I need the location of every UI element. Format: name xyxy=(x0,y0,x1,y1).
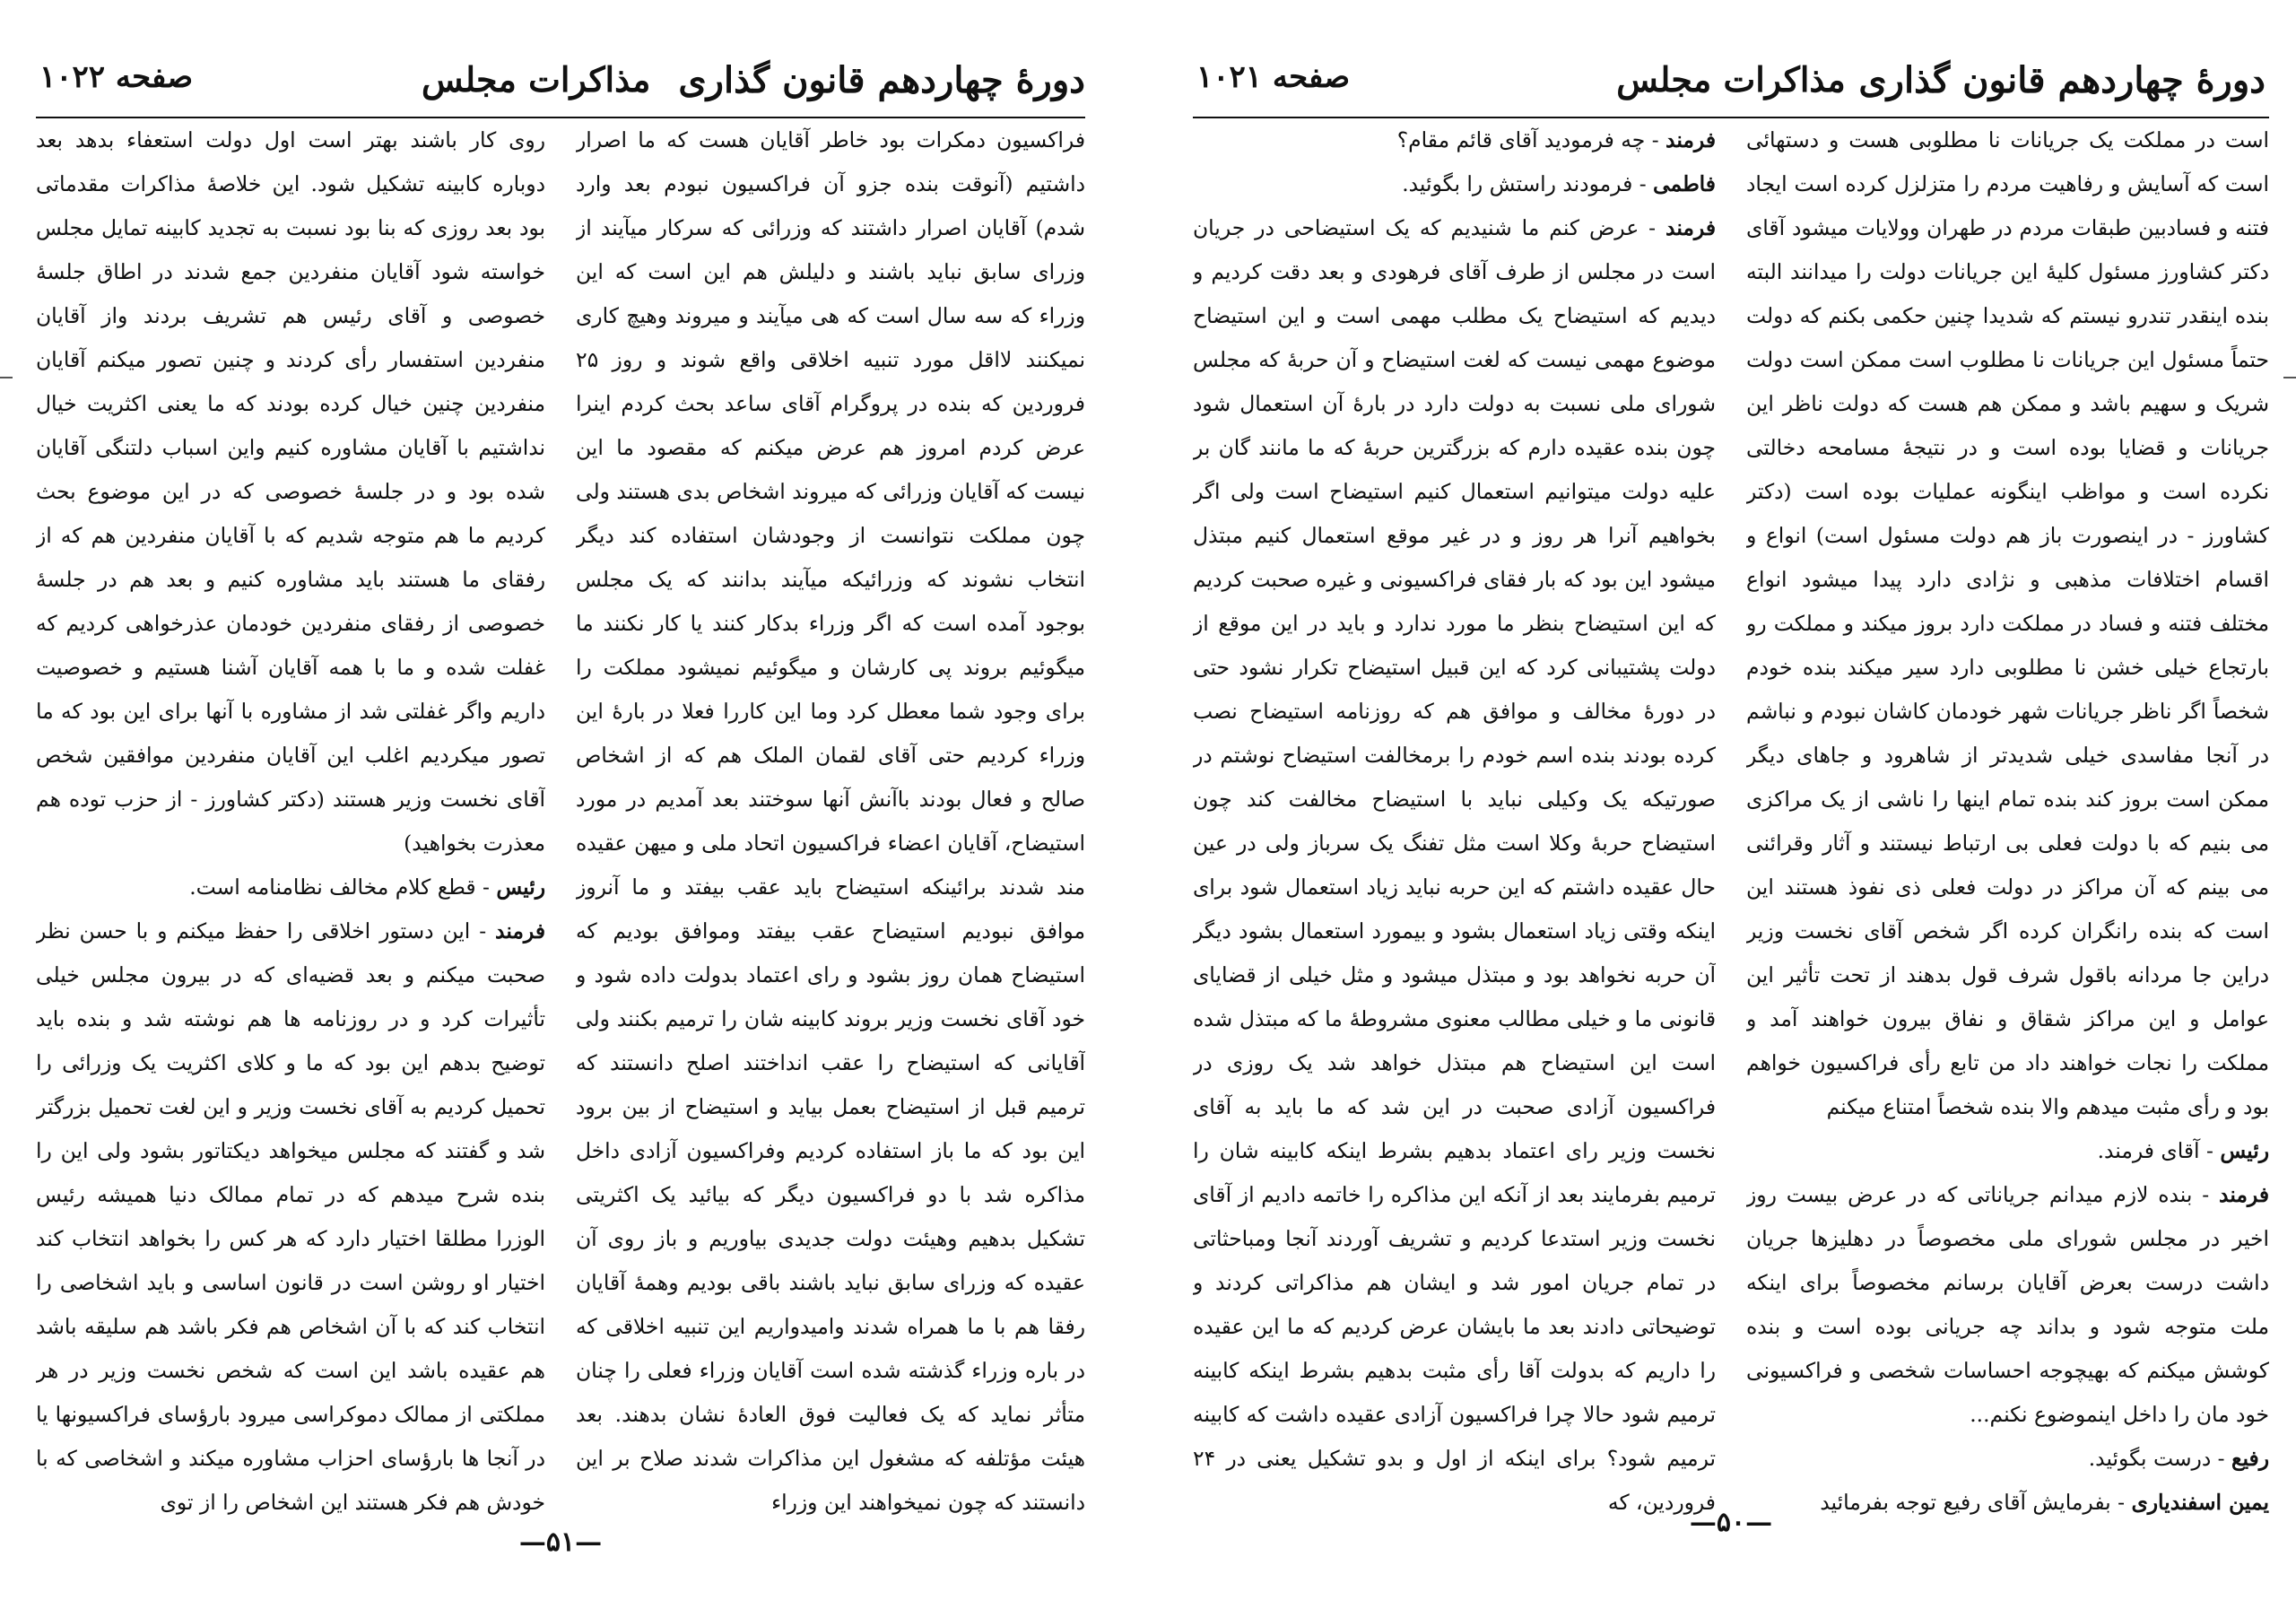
paragraph xyxy=(1746,1129,2269,1173)
paragraph xyxy=(1746,1173,2269,1437)
paragraph xyxy=(36,909,545,1518)
binding-mark xyxy=(2283,377,2296,378)
paragraph xyxy=(36,118,545,865)
binding-mark xyxy=(0,377,13,378)
session-title: دورهٔ چهاردهم قانون گذاری xyxy=(678,59,1085,101)
paragraph xyxy=(1193,118,1716,162)
paragraph-text: - آقای فرمند. xyxy=(2097,1138,2221,1163)
publication-title: مذاکرات مجلس xyxy=(422,59,651,100)
paragraph-text: - چه فرمودید آقای قائم مقام؟ xyxy=(1396,127,1666,152)
speaker-name: فرمند xyxy=(2219,1182,2269,1207)
page-1022 xyxy=(36,0,1085,1609)
paragraph-text: - قطع کلام مخالف نظامنامه است. xyxy=(189,874,497,900)
paragraph-text: است در مملکت یک جریانات نا مطلوبی هست و دستهائی است که آسایش و رفاهیت مردم را متزلزل کرده است ایجاد فتنه و فسادبین طبقات مردم در طهران وولایات میشود آقای دکتر کشاورز مسئول کلیهٔ این جریانات دولت را میدانند البته بنده اینقدر تندرو نیستم که شدیدا چنین حکمی بکنم که دولت حتماً مسئول این جریانات نا مطلوب است ممکن است دولت شریک و سهیم باشد و ممکن هم هست که دولت ناظر این جریانات و قضایا بوده است و در نتیجهٔ مسامحه دخالتی نکرده است و مواظب اینگونه عملیات بوده است (دکتر کشاورز - در اینصورت باز هم دولت مسئول است) انواع و اقسام اختلافات مذهبی و نژادی دارد پیدا میشود انواع مختلف فتنه و فساد در مملکت دارد بروز میکند و مملکت رو بارتجاع خیلی خشن نا مطلوبی دارد سیر میکند بنده خودم شخصاً اگر ناظر جریانات شهر خودمان کاشان نبودم و نباشم در آنجا مفاسدی خیلی شدیدتر از شاهرود و جاهای دیگر ممکن است بروز کند بنده تمام اینها را ناشی از یک مراکزی می بنیم که با دولت فعلی بی ارتباط نیستند و آثار وقرائنی می بینم که آن مراکز در دولت فعلی ذی نفوذ هستند این است که بنده رانگران کرده اگر شخص آقای نخست وزیر دراین جا مردانه باقول شرف قول بدهند از تحت تأثیر این عوامل و این مراکز شقاق و نفاق بیرون خواهند آمد و مملکت را نجات خواهند داد من تابع رأی فراکسیون خواهم بود و رأی مثبت میدهم والا بنده شخصاً امتناع میکنم xyxy=(1746,127,2269,1119)
paragraph-text: - فرمودند راستش را بگوئید. xyxy=(1402,171,1654,196)
column-right xyxy=(1746,118,2269,1518)
paragraph xyxy=(36,865,545,909)
page-number: صفحه ۱۰۲۱ xyxy=(1196,59,1351,95)
column-left xyxy=(36,118,545,1518)
paragraph-text: روی کار باشند بهتر است اول دولت استعفاء بدهد بعد دوباره کابینه تشکیل شود. این خلاصهٔ مذاکرات مقدماتی بود بعد روزی که بنا بود نسبت به تجدید کابینه تمایل مجلس خواسته شود آقایان منفردین جمع شدند در اطاق جلسهٔ خصوصی و آقای رئیس هم تشریف بردند واز آقایان منفردین استفسار رأی کردند و چنین تصور میکنم آقایان منفردین چنین خیال کرده بودند که ما یعنی اکثریت خیال نداشتیم با آقایان مشاوره کنیم واین اسباب دلتنگی آقایان شده بود و در جلسهٔ خصوصی که در این موضوع بحث کردیم ما هم متوجه شدیم که با آقایان منفردین هم که از رفقای ما هستند باید مشاوره کنیم و بعد هم در جلسهٔ خصوصی از رفقای منفردین خودمان عذرخواهی کردیم که غفلت شده و ما با همه آقایان آشنا هستیم و خصوصیت داریم واگر غفلتی شد از مشاوره با آنها برای این بود که ما تصور میکردیم اغلب این آقایان منفردین موافقین شخص آقای نخست وزیر هستند (دکتر کشاورز - از حزب توده هم معذرت بخواهید) xyxy=(36,127,545,856)
column-left xyxy=(1193,118,1716,1518)
page-header xyxy=(1193,52,2269,118)
speaker-name: فرمند xyxy=(1665,215,1716,240)
paragraph-text: فراکسیون دمکرات بود خاطر آقایان هست که ما اصرار داشتیم (آنوقت بنده جزو آن فراکسیون نبودم بعد وارد شدم) آقایان اصرار داشتند که وزرائی که سرکار میآیند از وزرای سابق نباید باشند و دلیلش هم این است که این وزراء که سه سال است که هی میآیند و میروند وهیچ کاری نمیکنند لااقل مورد تنبیه اخلاقی واقع شوند و روز ۲۵ فروردین که بنده در پروگرام آقای ساعد بحث کردم اینرا عرض کردم امروز هم عرض میکنم که مقصود ما این نیست که آقایان وزرائی که میروند اشخاص بدی هستند ولی چون مملکت نتوانست از وجودشان استفاده کند دیگر انتخاب نشوند که وزرائیکه میآیند بدانند که یک مجلس بوجود آمده است که اگر وزراء بدکار کنند یا کار نکنند ما میگوئیم بروند پی کارشان و میگوئیم نمیشود مملکت را برای وجود شما معطل کرد وما این کاررا فعلا در بارهٔ این وزراء کردیم حتی آقای لقمان الملک هم که از اشخاص صالح و فعال بودند باآنش آنها سوختند بعد آمدیم در مورد استیضاح، آقایان اعضاء فراکسیون اتحاد ملی و میهن عقیده مند شدند برائینکه استیضاح باید عقب بیفتد و ما آنروز موافق نبودیم استیضاح عقب بیفتد وموافق بودیم که استیضاح همان روز بشود و رای اعتماد بدولت داده شود و خود آقای نخست وزیر بروند کابینه شان را ترمیم بکنند ولی آقایانی که استیضاح را عقب انداختند اصلح دانستند که ترمیم قبل از استیضاح بعمل بیاید و استیضاح از بین برود این بود که ما باز استفاده کردیم وفراکسیون آزادی داخل مذاکره شد با دو فراکسیون دیگر که بیائید یک اکثریتی تشکیل بدهیم وهیئت دولت جدیدی بیاوریم و باز روی آن عقیده که وزرای سابق نباید باشند باقی بودیم وهمهٔ آقایان رفقا هم با ما همراه شدند وامیدواریم این تنبیه اخلاقی که در باره وزراء گذشته شده است آقایان وزراء فعلی را چنان متأثر نماید که یک فعالیت فوق العادهٔ نشان بدهند. بعد هیئت مؤتلفه که مشغول این مذاکرات شدند صلاح بر این دانستند که چون نمیخواهند این وزراء xyxy=(576,127,1085,1515)
column-right xyxy=(576,118,1085,1518)
paragraph xyxy=(1193,162,1716,206)
speaker-name: رئیس xyxy=(2220,1138,2269,1163)
speaker-name: فرمند xyxy=(1665,127,1716,152)
paragraph-text: - بفرمایش آقای رفیع توجه بفرمائید xyxy=(1820,1490,2132,1515)
paragraph xyxy=(1746,1437,2269,1481)
speaker-name: رفیع xyxy=(2231,1446,2269,1471)
paragraph xyxy=(1746,118,2269,1129)
paragraph xyxy=(576,118,1085,1518)
paragraph-text: - درست بگوئید. xyxy=(2088,1446,2232,1471)
paragraph-text: - عرض کنم ما شنیدیم که یک استیضاحی در جریان است در مجلس از طرف آقای فرهودی و بعد دقت کردیم و دیدیم که استیضاح یک مطلب مهمی است و این استیضاح موضوع مهمی نیست که لغت استیضاح و آن حربهٔ که مجلس شورای ملی نسبت به دولت دارد در بارهٔ آن استعمال شود چون بنده عقیده دارم که بزرگترین حربهٔ که ما مانند گان بر علیه دولت میتوانیم استعمال کنیم استیضاح است ولی اگر بخواهیم آنرا هر روز و در غیر موقع استعمال کنیم مبتذل میشود این بود که بار فقای فراکسیونی و غیره صحبت کردیم که این استیضاح بنظر ما مورد ندارد و باید در این موقع از دولت پشتیبانی کرد که این قبیل استیضاح تکرار نشود حتی در دورهٔ مخالف و موافق هم که روزنامه استیضاح نصب کرده بودند بنده اسم خودم را برمخالفت استیضاح نوشتم در صورتیکه یک وکیلی نباید با استیضاح مخالفت کند چون استیضاح حربهٔ وکلا است مثل تفنگ یک سرباز ولی در عین حال عقیده داشتم که این حربه نباید زیاد استعمال شود برای اینکه وقتی زیاد استعمال بشود و بیمورد استعمال بشود دیگر آن حربه نخواهد بود و مبتذل میشود و مثل خیلی از قضایای قانونی ما و خیلی مطالب معنوی مشروطهٔ ما که مبتذل شده است این استیضاح هم مبتذل خواهد شد یک روزی در فراکسیون آزادی صحبت در این شد که ما باید به آقای نخست وزیر رای اعتماد بدهیم بشرط اینکه کابینه شان را ترمیم بفرمایند بعد از آنکه این مذاکره را خاتمه دادیم از آقای نخست وزیر استدعا کردیم و تشریف آوردند آنجا ومباحثاتی در تمام جریان امور شد و ایشان هم مذاکراتی کردند و توضیحاتی دادند بعد ما بایشان عرض کردیم که ما این عقیده را داریم که بدولت آقا رأی مثبت بدهیم بشرط اینکه کابینه ترمیم شود حالا چرا فراکسیون آزادی عقیده داشت که کابینه ترمیم شود؟ برای اینکه از اول و بدو تشکیل یعنی در ۲۴ فروردین، که xyxy=(1193,215,1716,1515)
page-footer-number: —۵۰— xyxy=(1689,1507,1773,1538)
session-title: دورهٔ چهاردهم قانون گذاری xyxy=(1858,59,2266,101)
page-header xyxy=(36,52,1085,118)
paragraph-text: - بنده لازم میدانم جریاناتی که در عرض بیست روز اخیر در مجلس شورای ملی مخصوصاً در دهلیزها جریان داشت درست بعرض آقایان برسانم مخصوصاً برای اینکه ملت متوجه شود و بداند چه جریانی بوده است و بنده کوشش میکنم که بهیچوجه احساسات شخصی و فراکسیونی خود مان را داخل اینموضوع نکنم... xyxy=(1746,1182,2269,1427)
page-footer-number: —۵۱— xyxy=(518,1526,603,1558)
text-columns xyxy=(1193,118,2269,1518)
speaker-name: یمین اسفندیاری xyxy=(2131,1490,2269,1515)
speaker-name: فرمند xyxy=(495,918,545,944)
speaker-name: فاطمی xyxy=(1653,171,1716,196)
publication-title: مذاکرات مجلس xyxy=(1616,59,1846,100)
paragraph xyxy=(1193,206,1716,1518)
paragraph-text: - این دستور اخلاقی را حفظ میکنم و با حسن نظر صحبت میکنم و بعد قضیه‌ای که در بیرون مجلس خیلی تأثیرات کرد و در روزنامه ها هم نوشته شد و بنده باید توضیح بدهم این بود که ما و کلای اکثریت یک وزرائی را تحمیل کردیم به آقای نخست وزیر و این لغت تحمیل بزرگتر شد و گفتند که مجلس میخواهد دیکتاتور بشود ولی این را بنده شرح میدهم که در تمام ممالک دنیا همیشه رئیس الوزرا مطلقا اختیار دارد که هر کس را بخواهد انتخاب کند اختیار او روشن است در قانون اساسی و باید اشخاصی را انتخاب کند که با آن اشخاص هم فکر باشد هم سلیقه باشد هم عقیده باشد این است که شخص نخست وزیر در هر مملکتی از ممالک دموکراسی میرود بارؤسای فراکسیونها یا در آنجا ها بارؤسای احزاب مشاوره میکند و اشخاصی که با خودش هم فکر هستند این اشخاص را از توی xyxy=(36,918,545,1515)
speaker-name: رئیس xyxy=(496,874,545,900)
text-columns xyxy=(36,118,1085,1518)
page-number: صفحه ۱۰۲۲ xyxy=(39,59,194,95)
page-1021 xyxy=(1193,0,2269,1609)
